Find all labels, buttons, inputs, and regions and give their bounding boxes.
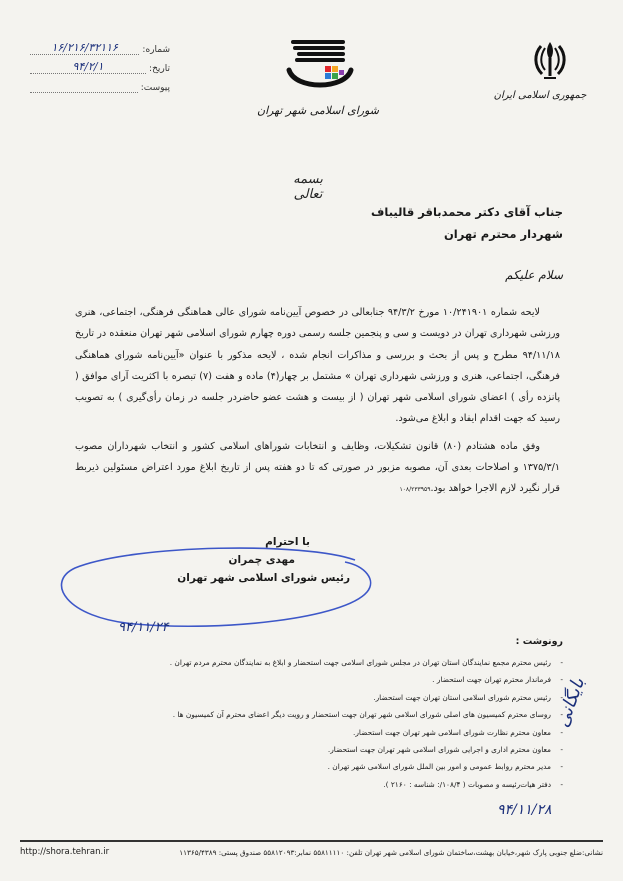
addressee-block bbox=[371, 205, 563, 249]
addressee-title: شهردار محترم تهران bbox=[443, 227, 563, 241]
number-value: ۱۶/۲۱۶/۳۲۱۱۶ bbox=[30, 41, 139, 55]
attachment-row bbox=[30, 74, 170, 93]
signature-name: مهدی چمران bbox=[228, 554, 295, 566]
attachment-label: پیوست: bbox=[140, 83, 170, 93]
cc-item: - دفتر هیات‌رئیسه و مصوبات ( ۱۰۸/۴/: شناسه : ۲۱۶۰ ). bbox=[123, 776, 563, 793]
date-value: ۹۴/۲/۱ bbox=[30, 60, 146, 74]
handwritten-note: بایگانی bbox=[551, 674, 590, 731]
body-paragraph-1: لایحه شماره ۱۰/۲۴۱۹۰۱ مورخ ۹۴/۳/۲ جنابعالی در خصوص آیین‌نامه شورای عالی هماهنگی فرهنگی، اجتماعی، هنری ورزشی شهرداری تهران در دویست و سی و پنجمین جلسه رسمی دوره چهارم شورای اسلامی شهر تهران منعقده در تاریخ ۹۴/۱۱/۱۸ مطرح و پس از بحث و بررسی و مذاکرات انجام شده ، لایحه مذکور با عنوان «آیین‌نامه شورای هماهنگی فرهنگی، اجتماعی، هنری و ورزشی شهرداری تهران » مشتمل بر چهار(۴) ماده و هفت (۷) تبصره با اکثریت آرای موافق ( پانزده رأی ) اعضای شورای اسلامی شهر تهران ( از بیست و هشت عضو حاضردر جلسه در زمان رأی‌گیری ) به تصویب رسید که جهت اقدام ایفاد و ابلاغ می‌شود. bbox=[75, 307, 560, 425]
body-paragraph-2-text: وفق ماده هشتادم (۸۰) قانون تشکیلات، وظایف و انتخابات شوراهای اسلامی کشور و انتخاب شهرداران مصوب ۱۳۷۵/۳/۱ و اصلاحات بعدی آن، مصوبه مزبور در صورتی که تا دو هفته پس از تاریخ ابلاغ مورد اعتراض مسئولین ذیربط قرار نگیرد لازم الاجرا خواهد بود. bbox=[75, 440, 560, 495]
cc-title: رونوشت : bbox=[515, 636, 563, 647]
handwritten-date-1: ۹۴/۱۱/۲۴ bbox=[118, 620, 169, 635]
signature-block bbox=[120, 536, 350, 590]
date-row bbox=[30, 55, 170, 74]
iran-emblem-icon bbox=[528, 38, 572, 82]
attachment-value bbox=[30, 92, 138, 93]
cc-item: - مدیر محترم روابط عمومی و امور بین الملل شورای اسلامی شهر تهران . bbox=[123, 758, 563, 775]
country-label: جمهوری اسلامی ایران bbox=[493, 90, 587, 101]
number-row bbox=[30, 36, 170, 55]
body-paragraph-2 bbox=[75, 436, 560, 501]
council-logo-icon bbox=[285, 34, 355, 98]
letter-meta bbox=[30, 36, 170, 93]
cc-item: - معاون محترم اداری و اجرایی شورای اسلامی شهر تهران جهت استحضار. bbox=[123, 741, 563, 758]
bismillah-heading: بسمه تعالی bbox=[293, 172, 323, 202]
cc-item: - رئیس محترم شورای اسلامی استان تهران جهت استحضار. bbox=[123, 689, 563, 706]
cc-item: - معاون محترم نظارت شورای اسلامی شهر تهران جهت استحضار. bbox=[123, 724, 563, 741]
number-label: شماره: bbox=[142, 45, 170, 55]
council-label: شورای اسلامی شهر تهران bbox=[257, 104, 379, 117]
signature-closing: با احترام bbox=[265, 536, 310, 548]
letter-body bbox=[75, 302, 560, 501]
cc-item: - روسای محترم کمیسیون های اصلی شورای اسلامی شهر تهران جهت استحضار و رویت دیگر اعضای محترم آن کمیسیون ها . bbox=[123, 706, 563, 723]
footer-url: http://shora.tehran.ir bbox=[20, 847, 110, 857]
handwritten-date-2: ۹۴/۱۱/۲۸ bbox=[497, 802, 552, 818]
cc-list bbox=[123, 654, 563, 793]
footer-address: نشانی:ضلع جنوبی پارک شهر،خیابان بهشت،ساختمان شورای اسلامی شهر تهران تلفن: ۵۵۸۱۱۱۱۰ نمابر:۵۵۸۱۲۰۹۳ صندوق پستی: ۱۱۳۶۵/۴۳۸۹ bbox=[179, 847, 603, 857]
footer bbox=[20, 847, 603, 857]
cc-item: - رئیس محترم مجمع نمایندگان استان تهران در مجلس شورای اسلامی جهت استحضار و ابلاغ به نمایندگان محترم مردم تهران . bbox=[123, 654, 563, 671]
addressee-name: جناب آقای دکتر محمدباقر قالیباف bbox=[371, 205, 563, 219]
body-paragraph-2-ref: ۱۰۸/۲۳۳۹۵۹ bbox=[399, 486, 431, 494]
signature-title: رئیس شورای اسلامی شهر تهران bbox=[177, 572, 350, 584]
salutation: سلام علیکم bbox=[505, 268, 563, 282]
footer-divider bbox=[20, 840, 603, 842]
date-label: تاریخ: bbox=[149, 64, 170, 74]
cc-item: - فرماندار محترم تهران جهت استحضار . bbox=[123, 671, 563, 688]
